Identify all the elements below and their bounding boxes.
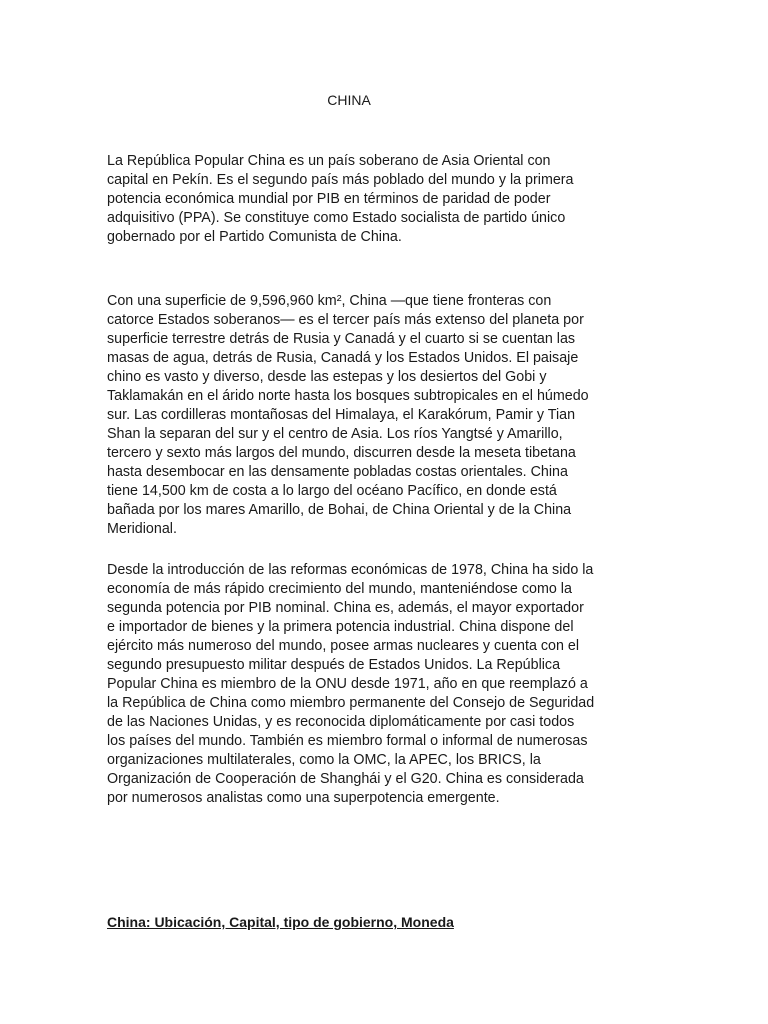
document-title: CHINA xyxy=(327,92,371,108)
paragraph-geography: Con una superficie de 9,596,960 km², China —que tiene fronteras con catorce Estados soberanos— es el tercer país más extenso del planeta por superficie terrestre detrás de Rusia y Canadá y el cuarto si se cuentan las masas de agua, detrás de Rusia, Canadá y los Estados Unidos. El paisaje chino es vasto y diverso, desde las estepas y los desiertos del Gobi y Taklamakán en el árido norte hasta los bosques subtropicales en el húmedo sur. Las cordilleras montañosas del Himalaya, el Karakórum, Pamir y Tian Shan la separan del sur y el centro de Asia. Los ríos Yangtsé y Amarillo, tercero y sexto más largos del mundo, discurren desde la meseta tibetana hasta desembocar en las densamente pobladas costas orientales. China tiene 14,500 km de costa a lo largo del océano Pacífico, en donde está bañada por los mares Amarillo, de Bohai, de China Oriental y de la China Meridional. xyxy=(107,293,589,537)
section-heading: China: Ubicación, Capital, tipo de gobierno, Moneda xyxy=(107,914,454,930)
paragraph-intro: La República Popular China es un país soberano de Asia Oriental con capital en Pekín. Es el segundo país más poblado del mundo y la primera potencia económica mundial por PIB en términos de paridad de poder adquisitivo (PPA). Se constituye como Estado socialista de partido único gobernado por el Partido Comunista de China. xyxy=(107,153,574,245)
paragraph-economy: Desde la introducción de las reformas económicas de 1978, China ha sido la economía de más rápido crecimiento del mundo, manteniéndose como la segunda potencia por PIB nominal. China es, además, el mayor exportador e importador de bienes y la primera potencia industrial. China dispone del ejército más numeroso del mundo, posee armas nucleares y cuenta con el segundo presupuesto militar después de Estados Unidos. La República Popular China es miembro de la ONU desde 1971, año en que reemplazó a la República de China como miembro permanente del Consejo de Seguridad de las Naciones Unidas, y es reconocida diplomáticamente por casi todos los países del mundo. También es miembro formal o informal de numerosas organizaciones multilaterales, como la OMC, la APEC, los BRICS, la Organización de Cooperación de Shanghái y el G20. China es considerada por numerosos analistas como una superpotencia emergente. xyxy=(107,562,595,806)
